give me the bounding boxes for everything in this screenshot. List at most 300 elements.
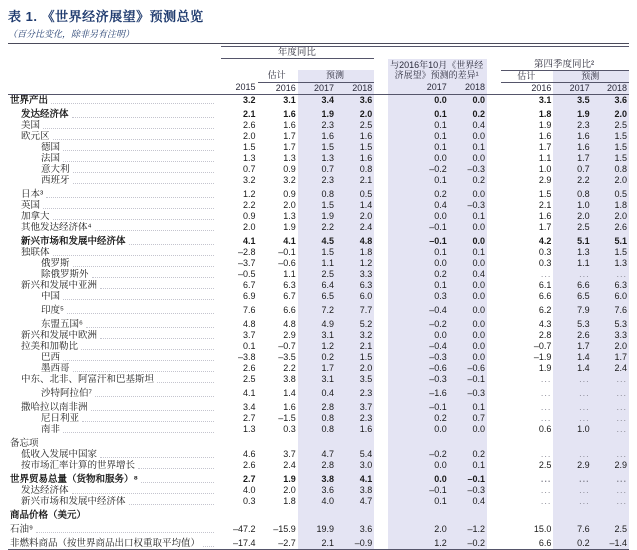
dotted-leader (95, 230, 215, 231)
value-cell (298, 507, 336, 521)
row-label (8, 521, 221, 535)
table-row (8, 485, 629, 496)
row-label-text: 意大利 (41, 163, 70, 175)
value-cell: ... (592, 449, 629, 460)
column-spacer (374, 200, 388, 211)
dotted-leader (43, 128, 214, 129)
value-cell: –1.2 (449, 521, 487, 535)
column-spacer (487, 449, 501, 460)
value-cell: 1.0 (553, 424, 591, 435)
value-cell: 0.2 (553, 535, 591, 550)
value-cell: 1.9 (283, 221, 296, 232)
column-spacer (374, 186, 388, 200)
column-spacer (374, 507, 388, 521)
row-label (8, 291, 221, 302)
table-row (8, 302, 629, 316)
table-row (8, 120, 629, 131)
table-row (8, 247, 629, 258)
value-cell: –0.6 (278, 257, 296, 268)
value-cell: 0.1 (243, 340, 256, 351)
value-cell: –0.4 (388, 341, 448, 352)
value-cell: –0.1 (449, 471, 487, 485)
value-cell: –0.3 (449, 200, 487, 211)
value-cell: 6.1 (538, 279, 552, 290)
value-cell: 3.1 (538, 94, 552, 105)
value-cell: 0.8 (553, 186, 591, 200)
value-cell: 2.1 (243, 108, 256, 119)
value-cell: –47.2 (233, 523, 256, 534)
value-cell: 4.8 (336, 233, 374, 247)
value-cell: –0.1 (388, 399, 448, 413)
row-label-text: 备忘项 (10, 437, 39, 449)
row-label (8, 352, 221, 363)
value-cell: 0.1 (388, 120, 448, 131)
value-cell: 2.0 (336, 211, 374, 222)
value-cell: 2.9 (592, 460, 629, 471)
value-cell: 4.1 (336, 471, 374, 485)
value-cell: 2.3 (336, 385, 374, 399)
value-cell: 0.0 (388, 153, 448, 164)
value-cell: –0.3 (388, 352, 448, 363)
value-cell: 3.6 (298, 485, 336, 496)
value-cell: ... (553, 399, 591, 413)
value-cell: ... (592, 413, 629, 424)
value-cell: ... (553, 485, 591, 496)
column-spacer (487, 258, 501, 269)
value-cell: 2.3 (336, 413, 374, 424)
value-cell: 1.6 (283, 108, 296, 119)
column-spacer (487, 247, 501, 258)
value-cell: 0.0 (449, 330, 487, 341)
header-row-years (8, 82, 629, 94)
value-cell: 2.3 (298, 120, 336, 131)
value-cell: 3.1 (283, 94, 296, 105)
annual-estimate-label: 估计 (258, 70, 298, 82)
row-label-text: 世界贸易总量（货物和服务）⁸ (10, 473, 138, 485)
value-cell: 15.0 (533, 523, 552, 534)
dotted-leader (141, 482, 214, 483)
column-spacer (374, 120, 388, 131)
row-label (8, 302, 221, 316)
column-spacer (487, 200, 501, 211)
header-spacer (221, 70, 257, 82)
value-cell: 2.0 (553, 211, 591, 222)
row-label-text: 撒哈拉以南非洲 (21, 401, 88, 413)
column-spacer (487, 413, 501, 424)
value-cell: 0.1 (449, 247, 487, 258)
value-cell: 2.0 (336, 363, 374, 374)
value-cell: 2.0 (592, 175, 629, 186)
table-row (8, 535, 629, 550)
column-spacer (374, 211, 388, 222)
value-cell: 0.0 (388, 258, 448, 269)
column-spacer (374, 131, 388, 142)
weo-forecast-table (8, 46, 629, 550)
row-label (8, 153, 221, 164)
value-cell: 1.9 (298, 106, 336, 120)
value-cell: 0.9 (243, 210, 256, 221)
row-label-text: 发达经济体 (21, 484, 69, 496)
table-row (8, 424, 629, 435)
value-cell: 2.7 (243, 473, 256, 484)
value-cell: 0.4 (449, 120, 487, 131)
column-spacer (374, 164, 388, 175)
row-label-text: 中国 (41, 290, 61, 302)
column-spacer (487, 485, 501, 496)
value-cell: 2.2 (298, 222, 336, 233)
value-cell: 1.7 (283, 141, 296, 152)
column-spacer (374, 385, 388, 399)
column-spacer (487, 460, 501, 471)
value-cell: –0.2 (449, 535, 487, 550)
row-label (8, 330, 221, 341)
row-label-text: 除俄罗斯外 (41, 268, 89, 280)
column-spacer (374, 496, 388, 507)
value-cell: 3.3 (336, 269, 374, 280)
value-cell: 6.4 (298, 280, 336, 291)
value-cell: 0.3 (283, 423, 296, 434)
value-cell: 1.6 (538, 130, 552, 141)
column-spacer (374, 413, 388, 424)
row-label (8, 142, 221, 153)
value-cell: –0.1 (278, 246, 296, 257)
column-spacer (487, 316, 501, 330)
row-label (8, 200, 221, 211)
value-cell: –3.7 (238, 257, 256, 268)
table-row (8, 385, 629, 399)
value-cell: 2.9 (553, 460, 591, 471)
page-subtitle: （百分比变化，除非另有注明） (8, 29, 135, 39)
column-spacer (487, 142, 501, 153)
value-cell: ... (553, 471, 591, 485)
value-cell: –1.6 (388, 385, 448, 399)
table-row (8, 507, 629, 521)
table-row (8, 374, 629, 385)
header-spacer (487, 59, 501, 71)
row-label (8, 247, 221, 258)
value-cell: 1.5 (592, 142, 629, 153)
value-cell: 0.2 (449, 175, 487, 186)
row-label (8, 413, 221, 424)
column-spacer (374, 471, 388, 485)
column-spacer (487, 120, 501, 131)
column-spacer (487, 385, 501, 399)
value-cell: 1.1 (283, 268, 296, 279)
value-cell: 0.7 (298, 164, 336, 175)
value-cell: 3.4 (298, 94, 336, 106)
column-spacer (487, 302, 501, 316)
value-cell: 2.0 (283, 199, 296, 210)
value-cell: –0.3 (388, 374, 448, 385)
value-cell: 4.3 (538, 318, 552, 329)
value-cell: 0.0 (449, 291, 487, 302)
row-label (8, 186, 221, 200)
value-cell: 6.2 (538, 304, 552, 315)
row-label-text: 拉美和加勒比 (21, 340, 79, 352)
value-cell (298, 435, 336, 449)
value-cell: 3.8 (298, 471, 336, 485)
table-row (8, 521, 629, 535)
table-row (8, 316, 629, 330)
row-label (8, 435, 221, 449)
value-cell: 0.7 (243, 163, 256, 174)
value-cell: 6.0 (336, 291, 374, 302)
value-cell: 1.2 (298, 341, 336, 352)
value-cell: 0.0 (449, 222, 487, 233)
column-spacer (487, 435, 501, 449)
column-spacer (374, 291, 388, 302)
value-cell: 3.7 (336, 399, 374, 413)
value-cell: 2.4 (283, 459, 296, 470)
column-spacer (487, 280, 501, 291)
value-cell: –0.6 (388, 363, 448, 374)
value-cell: –2.8 (238, 246, 256, 257)
value-cell: 7.9 (553, 302, 591, 316)
diff-header-line1: 与2016年10月《世界经 (390, 60, 484, 71)
value-cell: –3.5 (278, 351, 296, 362)
value-cell: 0.8 (298, 424, 336, 435)
value-cell: 19.9 (298, 521, 336, 535)
value-cell: ... (540, 268, 552, 279)
value-cell: 0.1 (388, 131, 448, 142)
value-cell: 1.5 (298, 142, 336, 153)
value-cell (553, 435, 591, 449)
dotted-leader (86, 327, 214, 328)
table-row (8, 222, 629, 233)
value-cell: 0.2 (449, 449, 487, 460)
value-cell: 1.2 (388, 535, 448, 550)
value-cell: 5.2 (336, 316, 374, 330)
value-cell: –1.9 (533, 351, 552, 362)
value-cell: 0.2 (388, 186, 448, 200)
value-cell: 2.5 (592, 120, 629, 131)
dotted-leader (36, 532, 214, 533)
column-spacer (374, 269, 388, 280)
row-label (8, 258, 221, 269)
row-label-text: 中东、北非、阿富汗和巴基斯坦 (21, 373, 155, 385)
value-cell: 0.2 (388, 269, 448, 280)
value-cell: 6.9 (243, 290, 256, 301)
dotted-leader (91, 410, 215, 411)
row-label (8, 485, 221, 496)
row-label-text: 石油⁹ (10, 523, 34, 535)
value-cell: 4.6 (243, 448, 256, 459)
value-cell: 2.2 (283, 362, 296, 373)
value-cell: ... (553, 385, 591, 399)
value-cell: 0.8 (298, 186, 336, 200)
value-cell: 3.2 (243, 94, 256, 105)
value-cell: –0.9 (336, 535, 374, 550)
row-label-text: 英国 (21, 199, 41, 211)
col-group-annual: 年度同比 (221, 47, 374, 59)
value-cell: 0.2 (449, 106, 487, 120)
value-cell: 1.4 (336, 200, 374, 211)
year-column-header: 2017 (388, 82, 448, 94)
value-cell: 2.0 (243, 221, 256, 232)
column-spacer (487, 363, 501, 374)
value-cell (592, 435, 629, 449)
value-cell (258, 507, 298, 521)
column-spacer (374, 435, 388, 449)
row-label (8, 424, 221, 435)
value-cell: 2.1 (298, 535, 336, 550)
value-cell: 3.8 (336, 485, 374, 496)
dotted-leader (46, 197, 214, 198)
row-label-text: 世界产出 (10, 94, 49, 106)
value-cell: 1.6 (336, 131, 374, 142)
value-cell: 0.0 (388, 424, 448, 435)
dotted-leader (72, 493, 215, 494)
row-label-text: 加拿大 (21, 210, 50, 222)
column-spacer (374, 460, 388, 471)
row-label-text: 新兴和发展中欧洲 (21, 329, 98, 341)
value-cell: ... (592, 496, 629, 507)
table-row (8, 186, 629, 200)
dotted-leader (63, 161, 214, 162)
value-cell: 2.2 (243, 199, 256, 210)
value-cell: 2.9 (283, 329, 296, 340)
value-cell: 4.1 (283, 235, 296, 246)
value-cell: 0.0 (388, 471, 448, 485)
value-cell: 2.9 (538, 174, 552, 185)
value-cell: 4.0 (298, 496, 336, 507)
value-cell: ... (592, 269, 629, 280)
value-cell: 0.4 (449, 496, 487, 507)
value-cell: 6.5 (298, 291, 336, 302)
row-label-text: 俄罗斯 (41, 257, 70, 269)
year-column-header: 2016 (258, 82, 298, 94)
dotted-leader (53, 255, 215, 256)
annual-projection-label: 预测 (298, 70, 374, 82)
value-cell: 0.0 (449, 131, 487, 142)
value-cell (336, 435, 374, 449)
value-cell (501, 435, 553, 449)
value-cell: 0.0 (388, 460, 448, 471)
value-cell: –0.2 (388, 316, 448, 330)
value-cell: –0.1 (388, 485, 448, 496)
col-group-q4: 第四季度同比² (501, 59, 629, 71)
value-cell: 3.1 (298, 374, 336, 385)
value-cell: 3.6 (336, 94, 374, 106)
table-row (8, 200, 629, 211)
table-row (8, 153, 629, 164)
header-spacer (388, 47, 487, 59)
value-cell: 4.9 (298, 316, 336, 330)
value-cell: 3.3 (592, 330, 629, 341)
table-row (8, 175, 629, 186)
row-label (8, 496, 221, 507)
value-cell: 4.1 (243, 387, 256, 398)
value-cell: 1.9 (283, 473, 296, 484)
row-label (8, 280, 221, 291)
value-cell: 0.0 (449, 186, 487, 200)
header-spacer (374, 82, 388, 94)
value-cell (501, 507, 553, 521)
dotted-leader (51, 103, 214, 104)
column-spacer (374, 341, 388, 352)
year-column-header: 2018 (336, 82, 374, 94)
value-cell: 3.1 (298, 330, 336, 341)
value-cell: 2.6 (243, 459, 256, 470)
value-cell: 0.0 (449, 341, 487, 352)
value-cell: 1.7 (538, 221, 552, 232)
column-spacer (487, 341, 501, 352)
header-spacer (501, 47, 629, 59)
row-label (8, 460, 221, 471)
value-cell: 4.8 (283, 318, 296, 329)
value-cell: ... (540, 448, 552, 459)
value-cell: 0.0 (449, 302, 487, 316)
value-cell: 3.5 (553, 94, 591, 106)
value-cell: 1.6 (553, 142, 591, 153)
value-cell: 0.4 (449, 269, 487, 280)
dotted-leader (73, 172, 215, 173)
column-spacer (487, 186, 501, 200)
table-row (8, 280, 629, 291)
value-cell: 1.5 (336, 142, 374, 153)
value-cell: 0.0 (449, 233, 487, 247)
row-label (8, 399, 221, 413)
value-cell: ... (553, 413, 591, 424)
value-cell: 1.5 (592, 153, 629, 164)
row-label (8, 120, 221, 131)
row-label (8, 131, 221, 142)
column-spacer (374, 485, 388, 496)
value-cell: 1.7 (298, 363, 336, 374)
row-label-text: 法国 (41, 152, 61, 164)
row-label-text: 商品价格（美元） (10, 509, 87, 521)
value-cell: 7.6 (243, 304, 256, 315)
value-cell: –0.3 (449, 385, 487, 399)
value-cell: –17.4 (221, 535, 257, 550)
value-cell (592, 507, 629, 521)
column-spacer (487, 521, 501, 535)
value-cell (388, 507, 448, 521)
column-spacer (374, 94, 388, 106)
row-label (8, 449, 221, 460)
value-cell (336, 507, 374, 521)
row-label (8, 211, 221, 222)
header-spacer (8, 59, 221, 71)
column-spacer (487, 131, 501, 142)
value-cell: 0.0 (449, 280, 487, 291)
value-cell: 1.0 (538, 163, 552, 174)
value-cell: 1.7 (538, 141, 552, 152)
value-cell: 0.0 (449, 316, 487, 330)
row-label-text: 南非 (41, 423, 61, 435)
page-title: 表 1. 《世界经济展望》预测总览 (8, 9, 204, 24)
column-spacer (487, 211, 501, 222)
header-spacer (374, 59, 388, 71)
column-spacer (374, 424, 388, 435)
value-cell: 2.8 (298, 460, 336, 471)
table-row (8, 131, 629, 142)
year-column-header: 2017 (298, 82, 336, 94)
column-spacer (374, 280, 388, 291)
value-cell: –0.1 (449, 374, 487, 385)
value-cell: 4.7 (336, 496, 374, 507)
column-spacer (487, 535, 501, 550)
column-spacer (487, 222, 501, 233)
value-cell: 5.1 (592, 233, 629, 247)
table-row (8, 352, 629, 363)
value-cell: 4.1 (243, 235, 256, 246)
dotted-leader (72, 117, 215, 118)
value-cell: 1.6 (283, 401, 296, 412)
value-cell: 7.6 (592, 302, 629, 316)
value-cell: 1.0 (553, 200, 591, 211)
value-cell: 3.4 (243, 401, 256, 412)
